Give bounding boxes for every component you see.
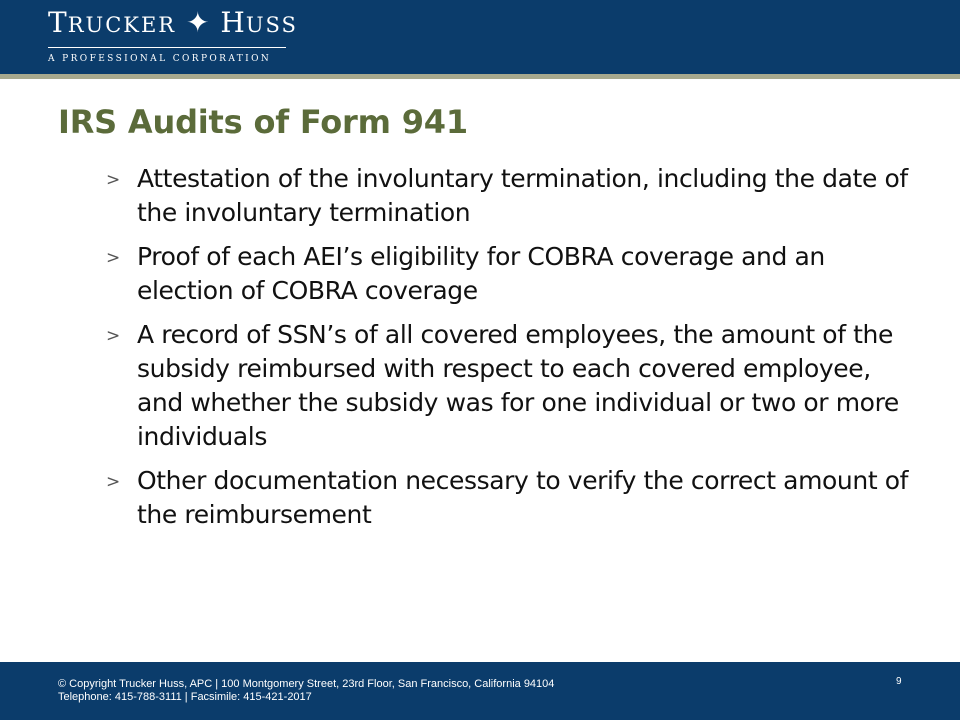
footer-phone-line: Telephone: 415-788-3111 | Facsimile: 415-421-2017 [58, 691, 312, 703]
logo-initial-h: H [220, 6, 246, 39]
logo-subtitle: A PROFESSIONAL CORPORATION [48, 54, 272, 64]
footer-copyright [58, 678, 554, 704]
bullet-text: Other documentation necessary to verify the correct amount of the reimbursement [137, 466, 909, 529]
bullet-text: Proof of each AEI’s eligibility for COBRA coverage and an election of COBRA coverage [137, 242, 825, 305]
bullet-text: Attestation of the involuntary termination, including the date of the involuntary termination [137, 164, 908, 227]
logo-name [48, 6, 298, 42]
bullet-marker-icon: > [106, 248, 120, 268]
bullet-list [106, 162, 918, 542]
bullet-item [106, 240, 918, 308]
bullet-item [106, 464, 918, 532]
header-bar [0, 0, 960, 74]
company-logo [48, 6, 298, 65]
logo-word-rucker: RUCKER [67, 13, 177, 37]
slide-title: IRS Audits of Form 941 [58, 103, 468, 141]
bullet-marker-icon: > [106, 326, 120, 346]
bullet-marker-icon: > [106, 472, 120, 492]
footer-bar [0, 662, 960, 720]
bullet-text: A record of SSN’s of all covered employees, the amount of the subsidy reimbursed with respect to each covered employee, and whether the subsidy was for one individual or two or more individuals [137, 320, 899, 451]
page-number: 9 [896, 676, 902, 687]
footer-address-line: © Copyright Trucker Huss, APC | 100 Montgomery Street, 23rd Floor, San Francisco, California 94104 [58, 678, 555, 690]
bullet-marker-icon: > [106, 170, 120, 190]
bullet-item [106, 318, 918, 454]
logo-word-uss: USS [245, 13, 298, 37]
logo-divider [48, 47, 286, 48]
logo-star-icon: ✦ [186, 6, 211, 39]
logo-initial-t: T [48, 6, 68, 39]
header-accent-rule [0, 74, 960, 79]
bullet-item [106, 162, 918, 230]
